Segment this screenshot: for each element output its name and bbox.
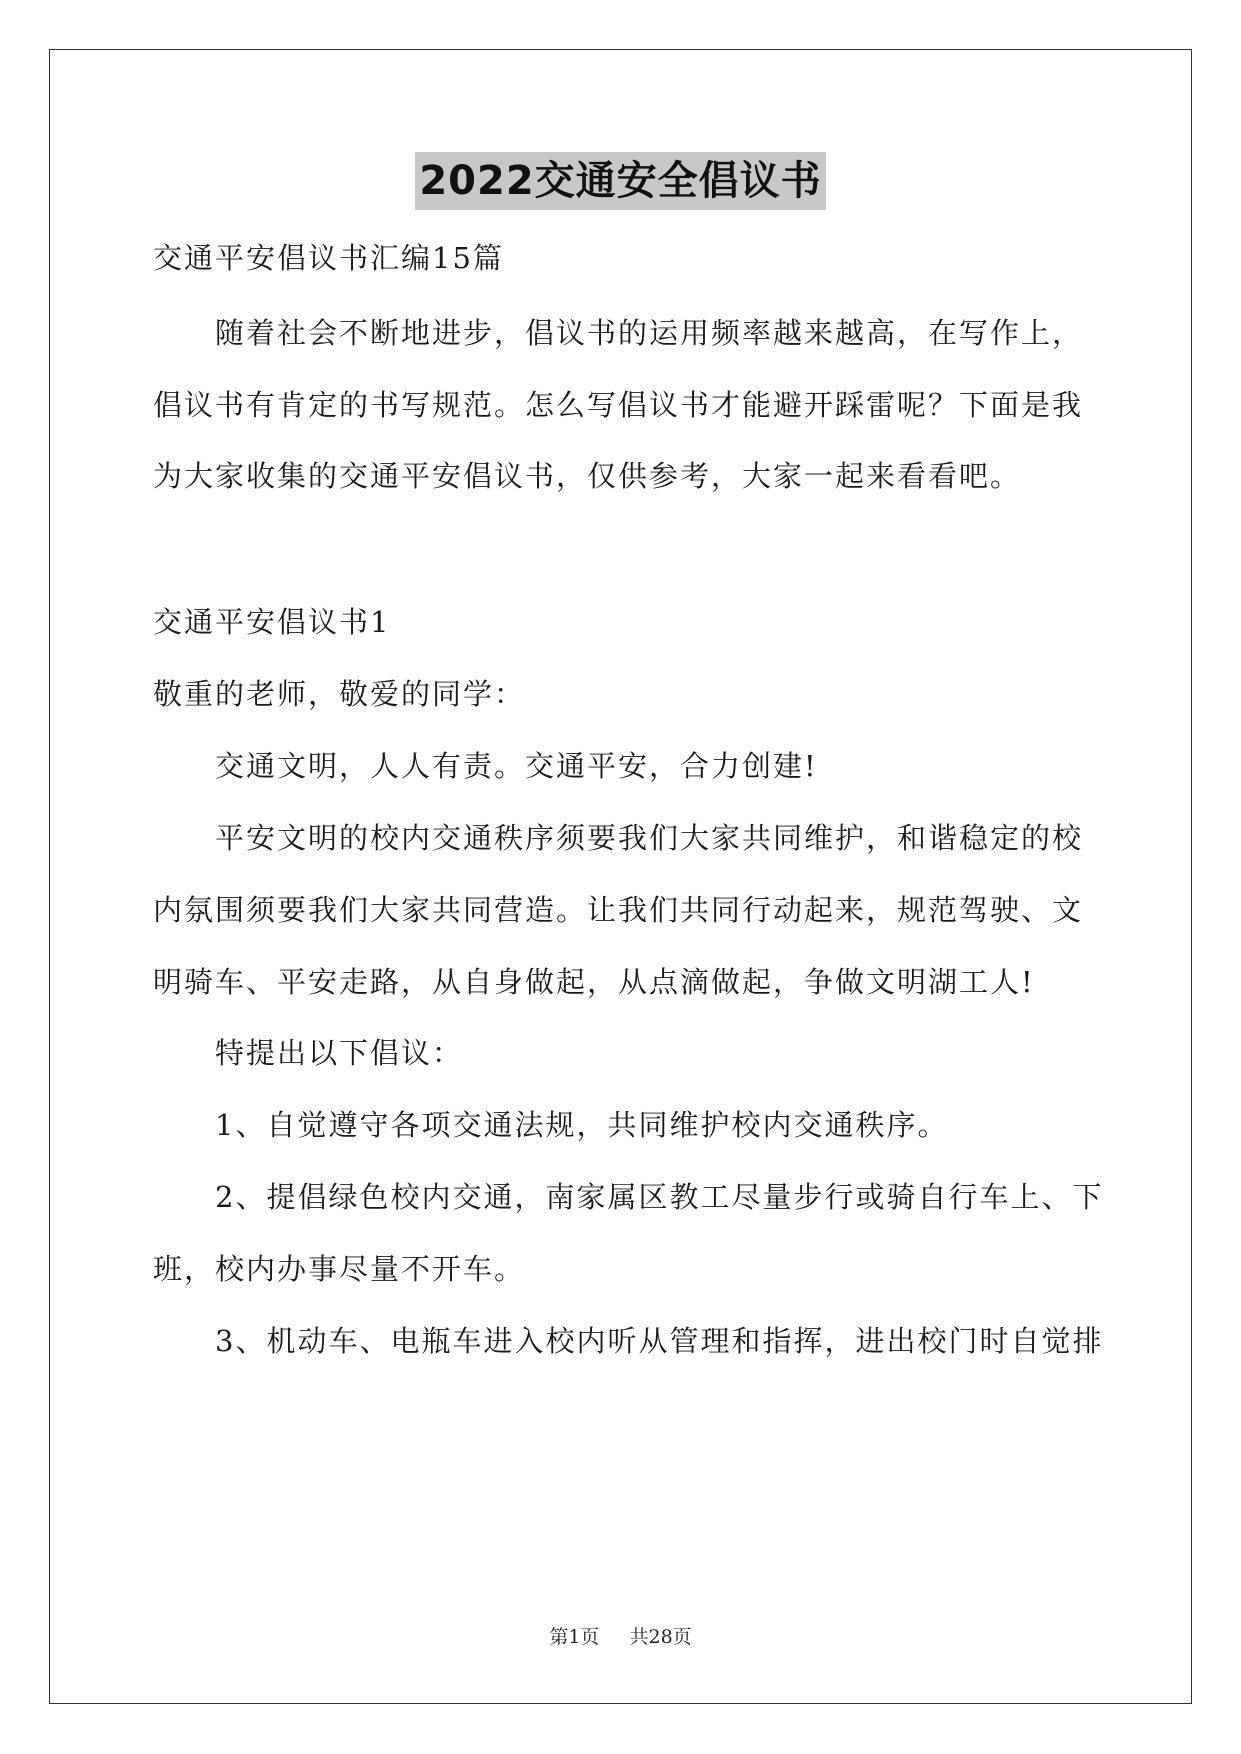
proposal-item-2-line-1: 2、提倡绿色校内交通，南家属区教工尽量步行或骑自行车上、下 — [215, 1180, 1104, 1214]
proposal-item-2-line-2: 班，校内办事尽量不开车。 — [153, 1252, 526, 1286]
intro-line-2: 倡议书有肯定的书写规范。怎么写倡议书才能避开踩雷呢？下面是我 — [153, 388, 1084, 422]
paragraph-line-2: 内氛围须要我们大家共同营造。让我们共同行动起来，规范驾驶、文 — [153, 893, 1084, 927]
proposal-item-1: 1、自觉遵守各项交通法规，共同维护校内交通秩序。 — [215, 1108, 949, 1142]
intro-line-1: 随着社会不断地进步，倡议书的运用频率越来越高，在写作上， — [215, 316, 1084, 350]
subtitle-line: 交通平安倡议书汇编15篇 — [153, 241, 504, 275]
slogan-line: 交通文明，人人有责。交通平安，合力创建! — [215, 749, 818, 783]
page-border — [49, 49, 1192, 1704]
page-footer — [0, 1622, 1241, 1649]
proposal-intro-line: 特提出以下倡议： — [215, 1036, 464, 1070]
paragraph-line-1: 平安文明的校内交通秩序须要我们大家共同维护，和谐稳定的校 — [215, 821, 1084, 855]
intro-line-3: 为大家收集的交通平安倡议书，仅供参考，大家一起来看看吧。 — [153, 459, 1022, 493]
section-heading: 交通平安倡议书1 — [153, 605, 391, 639]
paragraph-line-3: 明骑车、平安走路，从自身做起，从点滴做起，争做文明湖工人! — [153, 965, 1035, 999]
current-page-label: 第1页 — [549, 1626, 600, 1648]
document-title: 2022交通安全倡议书 — [415, 152, 825, 210]
total-pages-label: 共28页 — [629, 1626, 692, 1648]
proposal-item-3-line-1: 3、机动车、电瓶车进入校内听从管理和指挥，进出校门时自觉排 — [215, 1324, 1104, 1358]
title-container — [0, 152, 1241, 210]
salutation-line: 敬重的老师，敬爱的同学： — [153, 677, 526, 711]
